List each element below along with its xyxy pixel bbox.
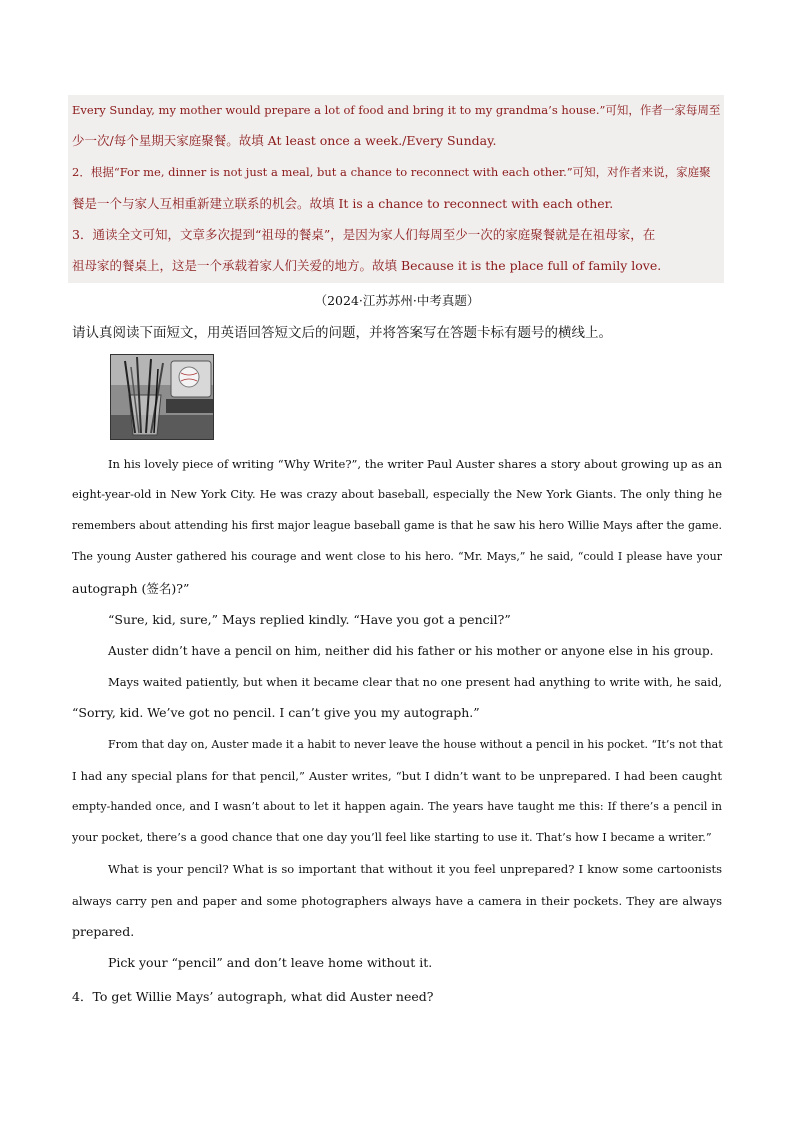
pencil-cup-illustration — [111, 355, 213, 439]
passage-line: In his lovely piece of writing “Why Write?”, the writer Paul Auster shares a story about growing up as an — [108, 457, 722, 471]
answer-line: 餐是一个与家人互相重新建立联系的机会。故填 It is a chance to reconnect with each other. — [72, 196, 614, 211]
answer-line: 3．通读全文可知，文章多次提到“祖母的餐桌”，是因为家人们每周至少一次的家庭聚餐就是在祖母家，在 — [72, 227, 656, 242]
passage-line: From that day on, Auster made it a habit to never leave the house without a pencil in his pocket. “It’s not that — [108, 738, 723, 751]
source-label: （2024·江苏苏州·中考真题） — [314, 293, 480, 308]
passage-line: “Sure, kid, sure,” Mays replied kindly. “Have you got a pencil?” — [108, 612, 511, 627]
passage-line: Pick your “pencil” and don’t leave home without it. — [108, 955, 433, 970]
passage-line: What is your pencil? What is so important that without it you feel unprepared? I know some cartoonists — [108, 862, 722, 876]
passage-line: always carry pen and paper and some photographers always have a camera in their pockets. They are always — [72, 894, 722, 908]
pencil-cup-photo — [110, 354, 214, 440]
answer-line: 少一次/每个星期天家庭聚餐。故填 At least once a week./Every Sunday. — [72, 133, 497, 148]
answer-explanation-box — [68, 95, 724, 283]
instruction-text: 请认真阅读下面短文，用英语回答短文后的问题，并将答案写在答题卡标有题号的横线上。 — [72, 325, 612, 341]
passage-line: autograph (签名)?” — [72, 581, 190, 596]
passage-line: empty-handed once, and I wasn’t about to let it happen again. The years have taught me this: If there’s a pencil in — [72, 800, 722, 813]
passage-line: prepared. — [72, 924, 135, 939]
answer-line: 2．根据“For me, dinner is not just a meal, but a chance to reconnect with each other.”可知，对作者来说，家庭聚 — [72, 165, 711, 179]
passage-line: Auster didn’t have a pencil on him, neither did his father or his mother or anyone else in his group. — [108, 644, 714, 658]
answer-line: 祖母家的餐桌上，这是一个承载着家人们关爱的地方。故填 Because it is the place full of family love. — [72, 258, 662, 273]
passage-line: remembers about attending his first major league baseball game is that he saw his hero Willie Mays after the game. — [72, 519, 722, 532]
passage-line: “Sorry, kid. We’ve got no pencil. I can’t give you my autograph.” — [72, 705, 480, 720]
passage-line: eight-year-old in New York City. He was crazy about baseball, especially the New York Giants. The only thing he — [72, 488, 722, 501]
question-4: 4．To get Willie Mays’ autograph, what did Auster need? — [72, 989, 434, 1004]
passage-line: The young Auster gathered his courage and went close to his hero. “Mr. Mays,” he said, “could I please have your — [72, 550, 722, 563]
passage-line: Mays waited patiently, but when it became clear that no one present had anything to write with, he said, — [108, 675, 722, 689]
passage-line: your pocket, there’s a good chance that one day you’ll feel like starting to use it. That’s how I became a writer.” — [72, 831, 712, 844]
answer-line: Every Sunday, my mother would prepare a lot of food and bring it to my grandma’s house.”可知，作者一家每周至 — [72, 103, 721, 117]
passage-line: I had any special plans for that pencil,” Auster writes, “but I didn’t want to be unprepared. I had been caught — [72, 769, 722, 783]
